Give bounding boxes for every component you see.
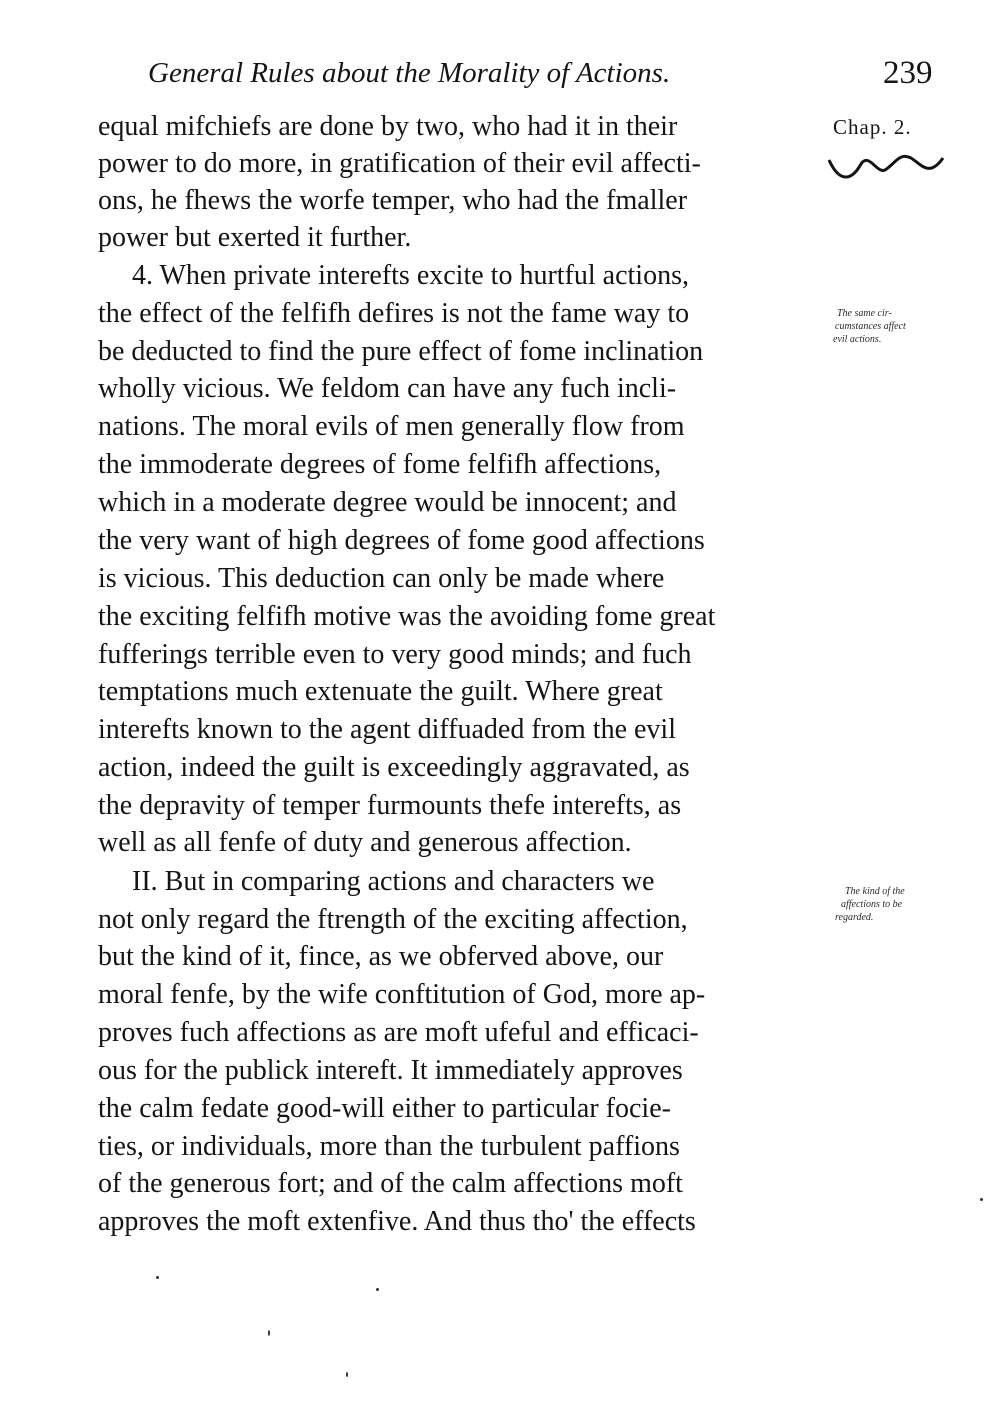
paper-speck bbox=[156, 1276, 159, 1279]
body-line: be deducted to find the pure effect of fome inclination bbox=[98, 336, 704, 367]
running-title: General Rules about the Morality of Actions. bbox=[148, 57, 671, 89]
body-line: fufferings terrible even to very good minds; and fuch bbox=[98, 639, 692, 670]
margin-note-line: affections to be bbox=[841, 899, 903, 910]
margin-note-line: The kind of the bbox=[845, 886, 905, 897]
body-line: the immoderate degrees of fome felfifh affections, bbox=[98, 449, 662, 480]
body-line: the effect of the felfifh defires is not the fame way to bbox=[98, 298, 690, 329]
body-line: which in a moderate degree would be innocent; and bbox=[98, 487, 677, 518]
body-line: temptations much extenuate the guilt. Where great bbox=[98, 676, 663, 707]
body-line: the calm fedate good-will either to particular focie- bbox=[98, 1093, 671, 1124]
margin-note-line: The same cir- bbox=[837, 308, 892, 319]
body-line: is vicious. This deduction can only be made where bbox=[98, 563, 665, 594]
body-line: the very want of high degrees of fome good affections bbox=[98, 525, 705, 556]
body-line: equal mifchiefs are done by two, who had it in their bbox=[98, 111, 678, 142]
body-line: wholly vicious. We feldom can have any fuch incli- bbox=[98, 373, 677, 404]
margin-note-line: cumstances affect bbox=[835, 321, 906, 332]
margin-note-line: evil actions. bbox=[833, 334, 882, 345]
body-line: 4. When private interefts excite to hurtful actions, bbox=[132, 260, 689, 291]
margin-note-circumstances bbox=[833, 307, 963, 346]
body-line: ties, or individuals, more than the turbulent paffions bbox=[98, 1131, 680, 1162]
body-line: the exciting felfifh motive was the avoiding fome great bbox=[98, 601, 716, 632]
body-line: II. But in comparing actions and characters we bbox=[132, 866, 655, 897]
body-line: nations. The moral evils of men generally flow from bbox=[98, 411, 685, 442]
body-line: action, indeed the guilt is exceedingly aggravated, as bbox=[98, 752, 690, 783]
paper-speck bbox=[376, 1288, 379, 1291]
margin-chapter-label: Chap. 2. bbox=[833, 115, 912, 139]
body-line: moral fenfe, by the wife conftitution of God, more ap- bbox=[98, 979, 706, 1010]
body-line: ons, he fhews the worfe temper, who had the fmaller bbox=[98, 185, 688, 216]
body-line: approves the moft extenfive. And thus tho' the effects bbox=[98, 1206, 696, 1237]
body-line: ous for the publick intereft. It immediately approves bbox=[98, 1055, 683, 1086]
body-line: power to do more, in gratification of their evil affecti- bbox=[98, 148, 701, 179]
margin-note-line: regarded. bbox=[835, 912, 874, 923]
body-line: of the generous fort; and of the calm affections moft bbox=[98, 1168, 683, 1199]
body-line: proves fuch affections as are moft ufeful and efficaci- bbox=[98, 1017, 699, 1048]
body-line: but the kind of it, fince, as we obferved above, our bbox=[98, 941, 664, 972]
body-line: the depravity of temper furmounts thefe interefts, as bbox=[98, 790, 682, 821]
paper-speck bbox=[980, 1198, 983, 1201]
paper-speck bbox=[268, 1330, 270, 1336]
body-line: power but exerted it further. bbox=[98, 222, 412, 253]
ornament-swash-icon bbox=[825, 148, 947, 184]
body-line: interefts known to the agent diffuaded from the evil bbox=[98, 714, 676, 745]
paper-speck bbox=[346, 1372, 348, 1377]
margin-note-kind-of-affections bbox=[833, 885, 963, 924]
body-line: not only regard the ftrength of the exciting affection, bbox=[98, 904, 688, 935]
page-number: 239 bbox=[883, 55, 933, 91]
body-line: well as all fenfe of duty and generous affection. bbox=[98, 827, 632, 858]
